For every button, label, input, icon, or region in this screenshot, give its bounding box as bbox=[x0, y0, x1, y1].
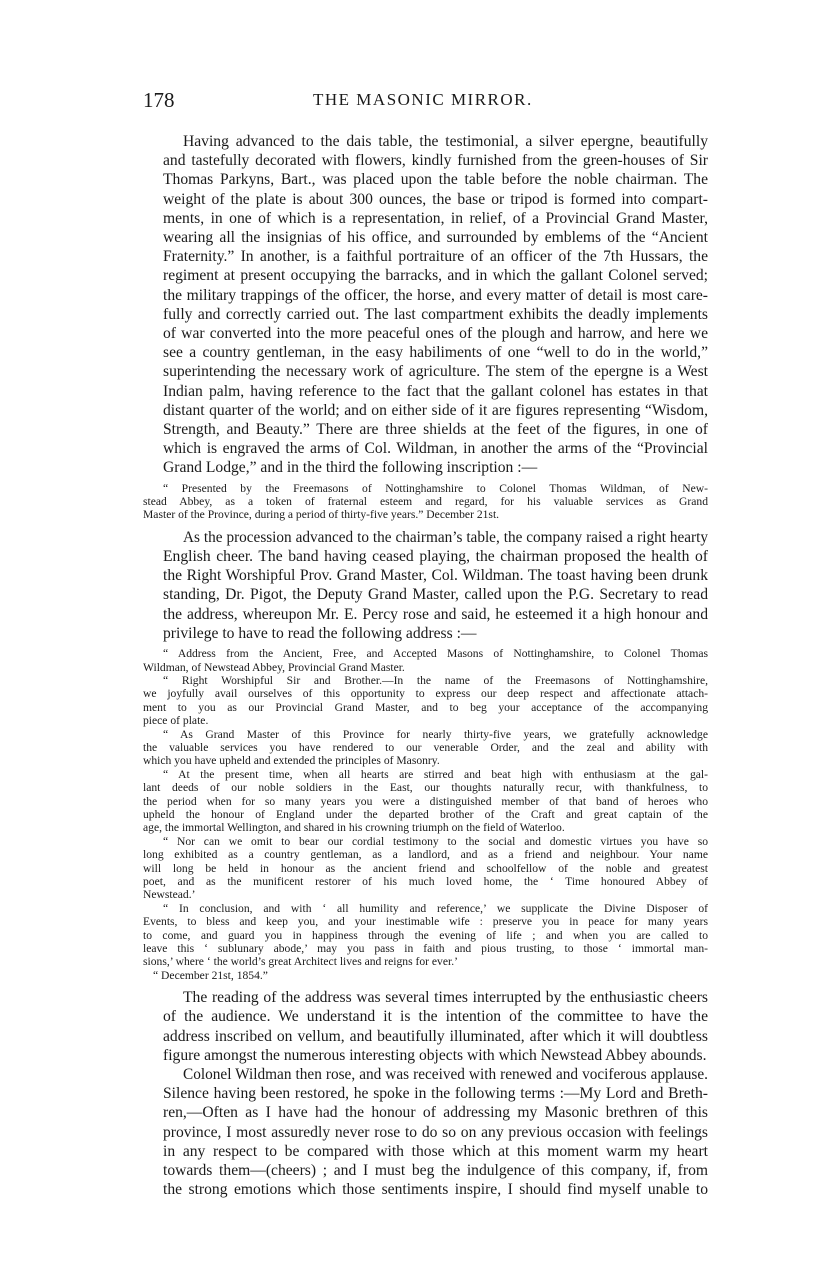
quote-line: “ At the present time, when all hearts are stirred and beat high with enthusiasm at the gal- bbox=[163, 767, 708, 781]
inscription-quote bbox=[143, 482, 708, 522]
text-line: English cheer. The band having ceased playing, the chairman proposed the health of bbox=[163, 548, 708, 566]
text-line: ren,—Often as I have had the honour of addressing my Masonic brethren of this bbox=[163, 1104, 708, 1122]
quote-line: poet, and as the munificent restorer of his much loved home, the ‘ Time honoured Abbey of bbox=[143, 875, 708, 888]
text-line: standing, Dr. Pigot, the Deputy Grand Master, called upon the P.G. Secretary to read bbox=[163, 586, 708, 604]
quote-line: Master of the Province, during a period of thirty-five years.” December 21st. bbox=[143, 508, 500, 522]
quote-line: “ Address from the Ancient, Free, and Accepted Masons of Nottinghamshire, to Colonel Thomas bbox=[163, 647, 708, 661]
text-line: Thomas Parkyns, Bart., was placed upon the table before the noble chairman. The bbox=[163, 171, 708, 189]
text-line: superintending the necessary work of agriculture. The stem of the epergne is a West bbox=[163, 363, 708, 381]
text-line: ments, in one of which is a representation, in relief, of a Provincial Grand Master, bbox=[163, 209, 708, 227]
quote-line: sions,’ where ‘ the world’s great Architect lives and reigns for ever.’ bbox=[143, 955, 458, 969]
text-line: Grand Lodge,” and in the third the following inscription :— bbox=[163, 459, 538, 477]
page-number: 178 bbox=[143, 88, 175, 112]
running-title: THE MASONIC MIRROR. bbox=[313, 90, 533, 109]
text-line: privilege to have to read the following address :— bbox=[163, 624, 477, 642]
text-line: the address, whereupon Mr. E. Percy rose and said, he esteemed it a high honour and bbox=[163, 605, 708, 623]
text-line: As the procession advanced to the chairman’s table, the company raised a right hearty bbox=[183, 528, 708, 546]
text-line: fully and correctly carried out. The last compartment exhibits the deadly implements bbox=[163, 305, 708, 323]
quote-line: “ Presented by the Freemasons of Nottinghamshire to Colonel Thomas Wildman, of New- bbox=[163, 481, 708, 495]
text-line: towards them—(cheers) ; and I must beg the indulgence of this company, if, from bbox=[163, 1162, 708, 1180]
quote-line: we joyfully avail ourselves of this opportunity to express our deep respect and affectionate attach- bbox=[143, 687, 708, 701]
paragraph-testimonial bbox=[143, 132, 708, 478]
text-line: which is engraved the arms of Col. Wildman, in another the arms of the “Provincial bbox=[163, 440, 708, 458]
quote-line: “ Nor can we omit to bear our cordial testimony to the social and domestic virtues you have so bbox=[163, 834, 708, 848]
quote-line: Wildman, of Newstead Abbey, Provincial Grand Master. bbox=[143, 660, 405, 674]
quote-line: which you have upheld and extended the principles of Masonry. bbox=[143, 754, 440, 768]
text-line: the strong emotions which those sentiments inspire, I should find myself unable to bbox=[163, 1181, 708, 1199]
quote-line: will long be held in honour as the ancient friend and schoolfellow of the noble and greatest bbox=[143, 861, 708, 875]
quote-line: stead Abbey, as a token of fraternal esteem and regard, for his valuable services as Grand bbox=[143, 495, 708, 509]
quote-line: upheld the honour of England under the departed brother of the Craft and great captain of the bbox=[143, 807, 708, 821]
text-line: the military trappings of the officer, the horse, and every matter of detail is most care- bbox=[163, 286, 708, 304]
quote-line: to come, and guard you in happiness through the evening of life ; and when you are called to bbox=[143, 928, 708, 942]
quote-line: lant deeds of our noble soldiers in the East, our thoughts naturally recur, with thankfulness, to bbox=[143, 781, 708, 795]
quote-line: Events, to bless and keep you, and your inestimable wife : preserve you in peace for many years bbox=[143, 915, 708, 929]
text-line: figure amongst the numerous interesting objects with which Newstead Abbey abounds. bbox=[163, 1046, 707, 1064]
quote-line: piece of plate. bbox=[143, 714, 209, 728]
quote-line: Newstead.’ bbox=[143, 888, 196, 902]
quote-line: age, the immortal Wellington, and shared in his crowning triumph on the field of Waterloo. bbox=[143, 821, 565, 835]
quote-line: the period when for so many years you were a distinguished member of that band of heroes who bbox=[143, 794, 708, 808]
quote-line: long exhibited as a country gentleman, as a landlord, and as a friend and neighbour. Your name bbox=[143, 848, 708, 862]
text-line: weight of the plate is about 300 ounces, the base or tripod is formed into compart- bbox=[163, 190, 708, 208]
text-line: regiment at present occupying the barracks, and in which the gallant Colonel served; bbox=[163, 267, 708, 285]
quote-line: “ In conclusion, and with ‘ all humility and reference,’ we supplicate the Divine Disposer of bbox=[163, 901, 708, 915]
paragraph-wildman-speech bbox=[143, 1065, 708, 1199]
text-line: The reading of the address was several times interrupted by the enthusiastic cheers bbox=[183, 989, 708, 1007]
text-line: Silence having been restored, he spoke in the following terms :—My Lord and Breth- bbox=[163, 1085, 708, 1103]
quote-date: “ December 21st, 1854.” bbox=[153, 968, 268, 982]
page-header bbox=[143, 88, 708, 118]
paragraph-reading bbox=[143, 988, 708, 1065]
text-line: Indian palm, having reference to the fact that the gallant colonel has estates in that bbox=[163, 382, 708, 400]
text-line: wearing all the insignias of his office, and surrounded by emblems of the “Ancient bbox=[163, 229, 708, 247]
text-line: of war converted into the more peaceful ones of the plough and harrow, and here we bbox=[163, 325, 708, 343]
quote-line: “ As Grand Master of this Province for nearly thirty-five years, we gratefully acknowledge bbox=[163, 727, 708, 741]
text-line: Having advanced to the dais table, the testimonial, a silver epergne, beautifully bbox=[183, 133, 708, 150]
quote-line: ment to you as our Provincial Grand Master, and to beg your acceptance of the accompanying bbox=[143, 700, 708, 714]
text-line: in any respect to be compared with those which at this moment warm my heart bbox=[163, 1142, 708, 1160]
quote-line: leave this ‘ sublunary abode,’ may you pass in faith and pious trusting, to those ‘ immortal man- bbox=[143, 942, 708, 956]
quote-line: “ Right Worshipful Sir and Brother.—In the name of the Freemasons of Nottinghamshire, bbox=[163, 673, 708, 687]
text-line: and tastefully decorated with flowers, kindly furnished from the green-houses of Sir bbox=[163, 152, 708, 170]
text-line: Fraternity.” In another, is a faithful portraiture of an officer of the 7th Hussars, the bbox=[163, 248, 708, 266]
text-line: Colonel Wildman then rose, and was received with renewed and vociferous applause. bbox=[183, 1066, 708, 1084]
paragraph-procession bbox=[143, 528, 708, 643]
text-line: province, I most assuredly never rose to do so on any previous occasion with feelings bbox=[163, 1123, 708, 1141]
text-line: Strength, and Beauty.” There are three shields at the feet of the figures, in one of bbox=[163, 421, 708, 439]
text-line: distant quarter of the world; and on either side of it are figures representing “Wisdom, bbox=[163, 401, 708, 419]
quote-line: the valuable services you have rendered to our venerable Order, and the zeal and ability with bbox=[143, 740, 708, 754]
text-line: the Right Worshipful Prov. Grand Master, Col. Wildman. The toast having been drunk bbox=[163, 567, 708, 585]
text-line: of the audience. We understand it is the intention of the committee to have the bbox=[163, 1008, 708, 1026]
text-line: see a country gentleman, in the easy habiliments of one “well to do in the world,” bbox=[163, 344, 708, 362]
text-line: address inscribed on vellum, and beautifully illuminated, after which it will doubtless bbox=[163, 1027, 708, 1045]
address-quote bbox=[143, 647, 708, 982]
page-body bbox=[143, 132, 708, 1199]
